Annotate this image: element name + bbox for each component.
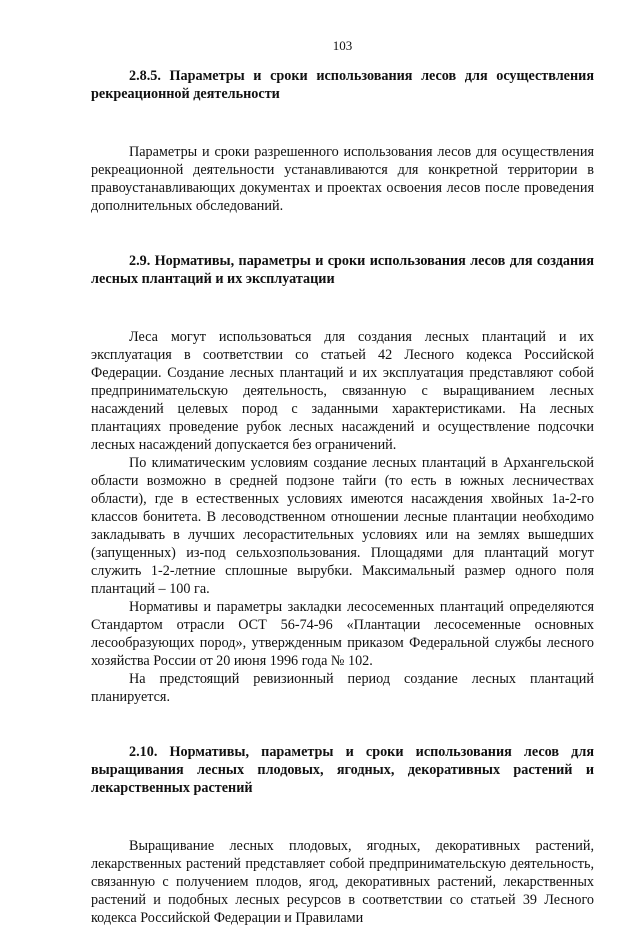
section-heading-2-10: 2.10. Нормативы, параметры и сроки использования лесов для выращивания лесных плодовых, ягодных, декоративных растений и лекарственных растений	[91, 744, 594, 796]
paragraph-2-10-1: Выращивание лесных плодовых, ягодных, декоративных растений, лекарственных растений представляет собой предпринимательскую деятельность, связанную с получением плодов, ягод, декоративных растений, лекарственных растений и подобных лесных ресурсов в соответствии со статьей 39 Лесного кодекса Российской Федерации и Правилами	[91, 838, 594, 926]
document-page	[91, 38, 594, 927]
paragraph-2-9-3: Нормативы и параметры закладки лесосеменных плантаций определяются Стандартом отрасли ОСТ 56-74-96 «Плантации лесосеменные основных лесообразующих пород», утвержденным приказом Федеральной службы лесного хозяйства России от 20 июня 1996 года № 102.	[91, 599, 594, 669]
section-heading-2-9: 2.9. Нормативы, параметры и сроки использования лесов для создания лесных плантаций и их эксплуатации	[91, 253, 594, 287]
page-number: 103	[332, 38, 353, 53]
section-heading-2-8-5: 2.8.5. Параметры и сроки использования лесов для осуществления рекреационной деятельности	[91, 68, 594, 102]
paragraph-2-8-5-1: Параметры и сроки разрешенного использования лесов для осуществления рекреационной деятельности устанавливаются для конкретной территории в правоустанавливающих документах и проектах освоения лесов после проведения дополнительных обследований.	[91, 144, 594, 214]
paragraph-2-9-1: Леса могут использоваться для создания лесных плантаций и их эксплуатация в соответствии со статьей 42 Лесного кодекса Российской Федерации. Создание лесных плантаций и их эксплуатация представляют собой предпринимательскую деятельность, связанную с выращиванием лесных насаждений целевых пород с заданными характеристиками. На лесных плантациях проведение рубок лесных насаждений и осуществление подсочки лесных насаждений допускается без ограничений.	[91, 329, 594, 453]
paragraph-2-9-4: На предстоящий ревизионный период создание лесных плантаций планируется.	[91, 671, 594, 705]
paragraph-2-9-2: По климатическим условиям создание лесных плантаций в Архангельской области возможно в средней подзоне тайги (то есть в южных лесничествах области), где в естественных условиях имеются насаждения хвойных 1а-2-го классов бонитета. В лесоводственном отношении лесные плантации необходимо закладывать в лучших лесорастительных условиях или на землях вышедших (запущенных) из-под сельхозпользования. Площадями для плантаций могут служить 1-2-летние сплошные вырубки. Максимальный размер одного поля плантаций – 100 га.	[91, 455, 594, 597]
